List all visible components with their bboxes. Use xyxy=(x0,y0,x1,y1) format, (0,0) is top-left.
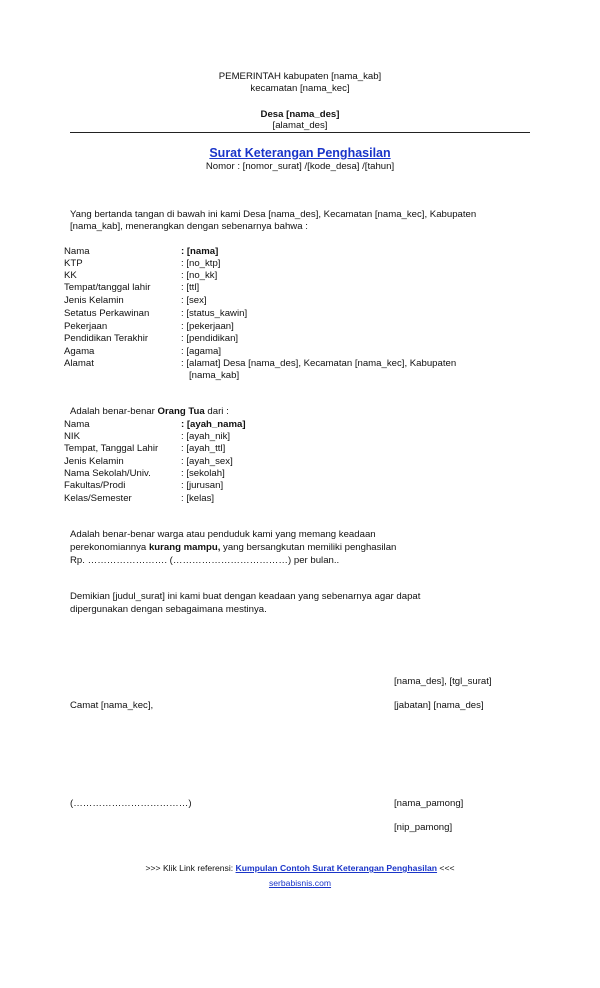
field-value: : [jurusan] xyxy=(181,480,224,491)
field-value: : [ttl] xyxy=(181,282,200,293)
statement-bold: kurang mampu, xyxy=(148,542,221,553)
parent-intro xyxy=(70,406,229,418)
document-number: Nomor : [nomor_surat] /[kode_desa] /[tahun] xyxy=(205,161,395,172)
place-date: [nama_des], [tgl_surat] xyxy=(394,676,492,687)
closing-line-2: dipergunakan dengan sebagaimana mestinya. xyxy=(70,604,267,615)
intro-line-2: [nama_kab], menerangkan dengan sebenarnya bahwa : xyxy=(70,221,308,232)
footer-suffix: <<< xyxy=(437,863,455,873)
field-value: : [nama] xyxy=(181,246,219,257)
field-value: : [sekolah] xyxy=(181,468,225,479)
field-label: Jenis Kelamin xyxy=(64,456,124,467)
field-value: : [status_kawin] xyxy=(181,308,248,319)
header-government: PEMERINTAH kabupaten [nama_kab] xyxy=(218,71,382,82)
header-kecamatan: kecamatan [nama_kec] xyxy=(250,83,350,94)
field-label: Tempat, Tanggal Lahir xyxy=(64,443,159,454)
jabatan-title: [jabatan] [nama_des] xyxy=(394,700,484,711)
field-value: : [pekerjaan] xyxy=(181,321,234,332)
field-value: : [alamat] Desa [nama_des], Kecamatan [nama_kec], Kabupaten xyxy=(181,358,457,369)
field-label: Tempat/tanggal lahir xyxy=(64,282,151,293)
footer-reference xyxy=(0,862,600,874)
field-value: : [sex] xyxy=(181,295,207,306)
field-label: Nama xyxy=(64,419,90,430)
document-title: Surat Keterangan Penghasilan xyxy=(209,146,391,160)
field-value: : [ayah_nik] xyxy=(181,431,231,442)
camat-signature-blank: (………………………………) xyxy=(70,798,192,809)
statement-line-2 xyxy=(70,542,396,554)
field-value: : [ayah_sex] xyxy=(181,456,233,467)
field-label: Jenis Kelamin xyxy=(64,295,124,306)
field-label: Setatus Perkawinan xyxy=(64,308,150,319)
footer-link[interactable]: Kumpulan Contoh Surat Keterangan Penghasilan xyxy=(235,863,438,873)
header-desa: Desa [nama_des] xyxy=(260,109,340,120)
field-label: Alamat xyxy=(64,358,94,369)
footer-prefix: >>> Klik Link referensi: xyxy=(145,863,236,873)
parent-intro-bold: Orang Tua xyxy=(157,406,205,417)
statement-line-3: Rp. ……………………. (………………………………) per bulan.. xyxy=(70,555,340,566)
parent-intro-prefix: Adalah benar-benar xyxy=(70,406,158,417)
field-label: Nama Sekolah/Univ. xyxy=(64,468,151,479)
statement-line-1: Adalah benar-benar warga atau penduduk kami yang memang keadaan xyxy=(70,529,376,540)
footer-site xyxy=(0,877,600,889)
field-value: : [agama] xyxy=(181,346,221,357)
field-label: Kelas/Semester xyxy=(64,493,132,504)
field-label: Pekerjaan xyxy=(64,321,108,332)
field-label: KTP xyxy=(64,258,83,269)
field-label: Agama xyxy=(64,346,95,357)
header-divider xyxy=(70,132,530,133)
parent-intro-suffix: dari : xyxy=(204,406,229,417)
field-value: : [pendidikan] xyxy=(181,333,239,344)
field-value: : [ayah_ttl] xyxy=(181,443,226,454)
field-label: NIK xyxy=(64,431,80,442)
pamong-name: [nama_pamong] xyxy=(394,798,464,809)
field-value: : [kelas] xyxy=(181,493,215,504)
closing-line-1: Demikian [judul_surat] ini kami buat dengan keadaan yang sebenarnya agar dapat xyxy=(70,591,421,602)
camat-title: Camat [nama_kec], xyxy=(70,700,154,711)
pamong-nip: [nip_pamong] xyxy=(394,822,453,833)
statement-prefix: perekonomiannya xyxy=(70,542,149,553)
intro-line-1: Yang bertanda tangan di bawah ini kami Desa [nama_des], Kecamatan [nama_kec], Kabupaten xyxy=(70,209,477,220)
field-value-continued: [nama_kab] xyxy=(189,370,240,381)
field-value: : [no_ktp] xyxy=(181,258,221,269)
statement-suffix: yang bersangkutan memiliki penghasilan xyxy=(220,542,397,553)
field-value: : [ayah_nama] xyxy=(181,419,246,430)
field-label: Fakultas/Prodi xyxy=(64,480,126,491)
site-link[interactable]: serbabisnis.com xyxy=(268,878,332,888)
field-label: Pendidikan Terakhir xyxy=(64,333,149,344)
field-value: : [no_kk] xyxy=(181,270,218,281)
field-label: Nama xyxy=(64,246,90,257)
header-alamat: [alamat_des] xyxy=(272,120,328,131)
field-label: KK xyxy=(64,270,77,281)
